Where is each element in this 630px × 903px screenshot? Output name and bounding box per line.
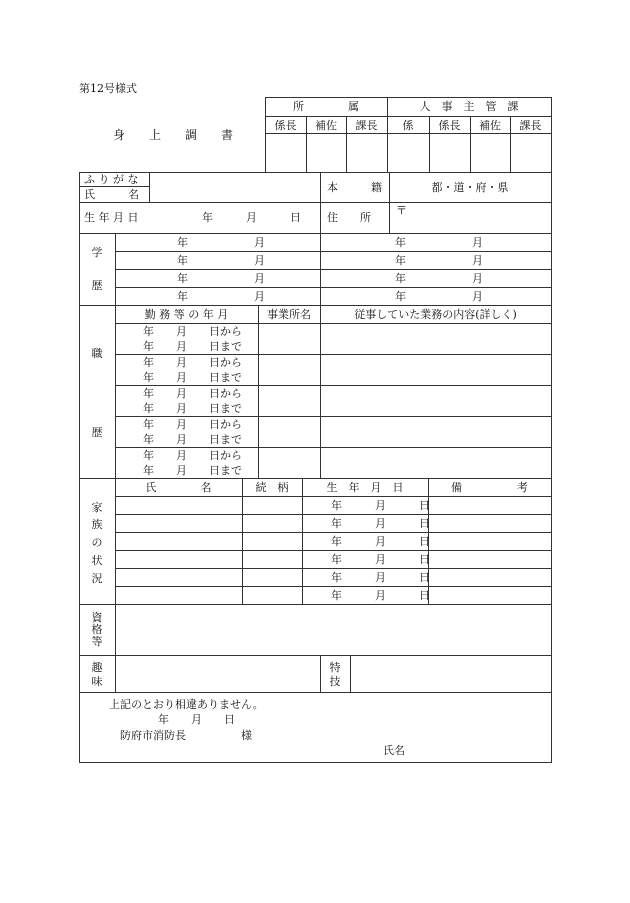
declaration-statement: 上記のとおり相違ありません。 [109,698,264,711]
personnel-header: 人 事 主 管 課 [419,100,519,113]
career-from[interactable]: 年 月 日から [143,325,242,338]
education-cell[interactable]: 年 月 [177,236,265,249]
qualifications-label: 格 [91,623,103,636]
career-header-period: 勤 務 等 の 年 月 [144,308,229,321]
stamp-box[interactable] [511,134,551,171]
family-header-relation: 続 柄 [255,481,289,494]
approval-col: 課長 [519,119,542,132]
stamp-box[interactable] [388,134,429,171]
qualifications-label: 等 [91,635,103,648]
furigana-label: ふ り が な [84,173,139,186]
family-birth-cell[interactable]: 年 月 日 [331,499,430,512]
family-label: 況 [91,572,103,585]
approval-col: 補佐 [315,119,337,132]
career-from[interactable]: 年 月 日から [143,356,242,369]
education-label: 歴 [91,279,103,292]
education-cell[interactable]: 年 月 [395,254,483,267]
career-header-duty: 従事していた業務の内容(詳しく) [354,308,517,321]
career-from[interactable]: 年 月 日から [143,387,242,400]
education-cell[interactable]: 年 月 [395,236,483,249]
family-birth-cell[interactable]: 年 月 日 [331,535,430,548]
qualifications-label: 資 [91,611,103,624]
approval-col: 係長 [438,119,461,132]
career-label: 歴 [91,426,103,439]
name-label: 氏 名 [84,188,139,201]
hobby-label: 趣 [91,661,103,674]
approval-col: 課長 [355,119,378,132]
stamp-box[interactable] [307,134,346,171]
form-number: 第12号様式 [79,82,137,95]
family-header-remarks: 備 考 [451,481,528,494]
education-cell[interactable]: 年 月 [177,254,265,267]
signature-label: 氏名 [383,744,405,757]
career-to[interactable]: 年 月 日まで [143,402,242,415]
declaration-date[interactable]: 年 月 日 [158,713,235,726]
family-birth-cell[interactable]: 年 月 日 [331,589,430,602]
family-label: の [91,536,103,549]
honseki-label: 本 籍 [327,181,382,194]
education-cell[interactable]: 年 月 [177,272,265,285]
qualifications-field[interactable] [116,605,551,655]
career-label: 職 [91,347,103,360]
career-header-office: 事業所名 [267,308,311,321]
postal-mark: 〒 [396,204,407,217]
family-label: 族 [91,518,103,531]
address-label: 住 所 [327,211,371,224]
approval-col: 係長 [274,119,297,132]
family-label: 状 [91,554,103,567]
address-field[interactable] [390,217,550,232]
education-label: 学 [91,246,103,259]
stamp-box[interactable] [430,134,470,171]
career-from[interactable]: 年 月 日から [143,449,242,462]
family-header-birth: 生 年 月 日 [326,481,404,494]
page-title: 身 上 調 書 [113,128,234,142]
education-cell[interactable]: 年 月 [395,272,483,285]
career-from[interactable]: 年 月 日から [143,418,242,431]
family-birth-cell[interactable]: 年 月 日 [331,571,430,584]
stamp-box[interactable] [471,134,510,171]
career-to[interactable]: 年 月 日まで [143,464,242,477]
skill-label: 特 [329,661,341,674]
declaration-addressee: 防府市消防長 様 [120,729,252,742]
education-cell[interactable]: 年 月 [395,290,483,303]
family-label: 家 [91,501,103,514]
dept-header: 所 属 [293,100,359,113]
approval-col: 係 [402,119,414,132]
stamp-box[interactable] [266,134,306,171]
family-header-name: 氏 名 [145,481,212,494]
birth-field[interactable]: 年 月 日 [202,211,301,224]
career-to[interactable]: 年 月 日まで [143,340,242,353]
career-to[interactable]: 年 月 日まで [143,371,242,384]
education-cell[interactable]: 年 月 [177,290,265,303]
skill-field[interactable] [351,656,551,692]
career-to[interactable]: 年 月 日まで [143,433,242,446]
birth-label: 生 年 月 日 [84,211,139,224]
hobby-label: 味 [91,675,103,688]
name-field[interactable] [150,173,320,202]
honseki-field[interactable]: 都・道・府・県 [431,181,509,194]
family-birth-cell[interactable]: 年 月 日 [331,553,430,566]
stamp-box[interactable] [347,134,387,171]
skill-label: 技 [329,675,341,688]
hobby-field[interactable] [116,656,320,692]
family-birth-cell[interactable]: 年 月 日 [331,517,430,530]
approval-col: 補佐 [479,119,501,132]
